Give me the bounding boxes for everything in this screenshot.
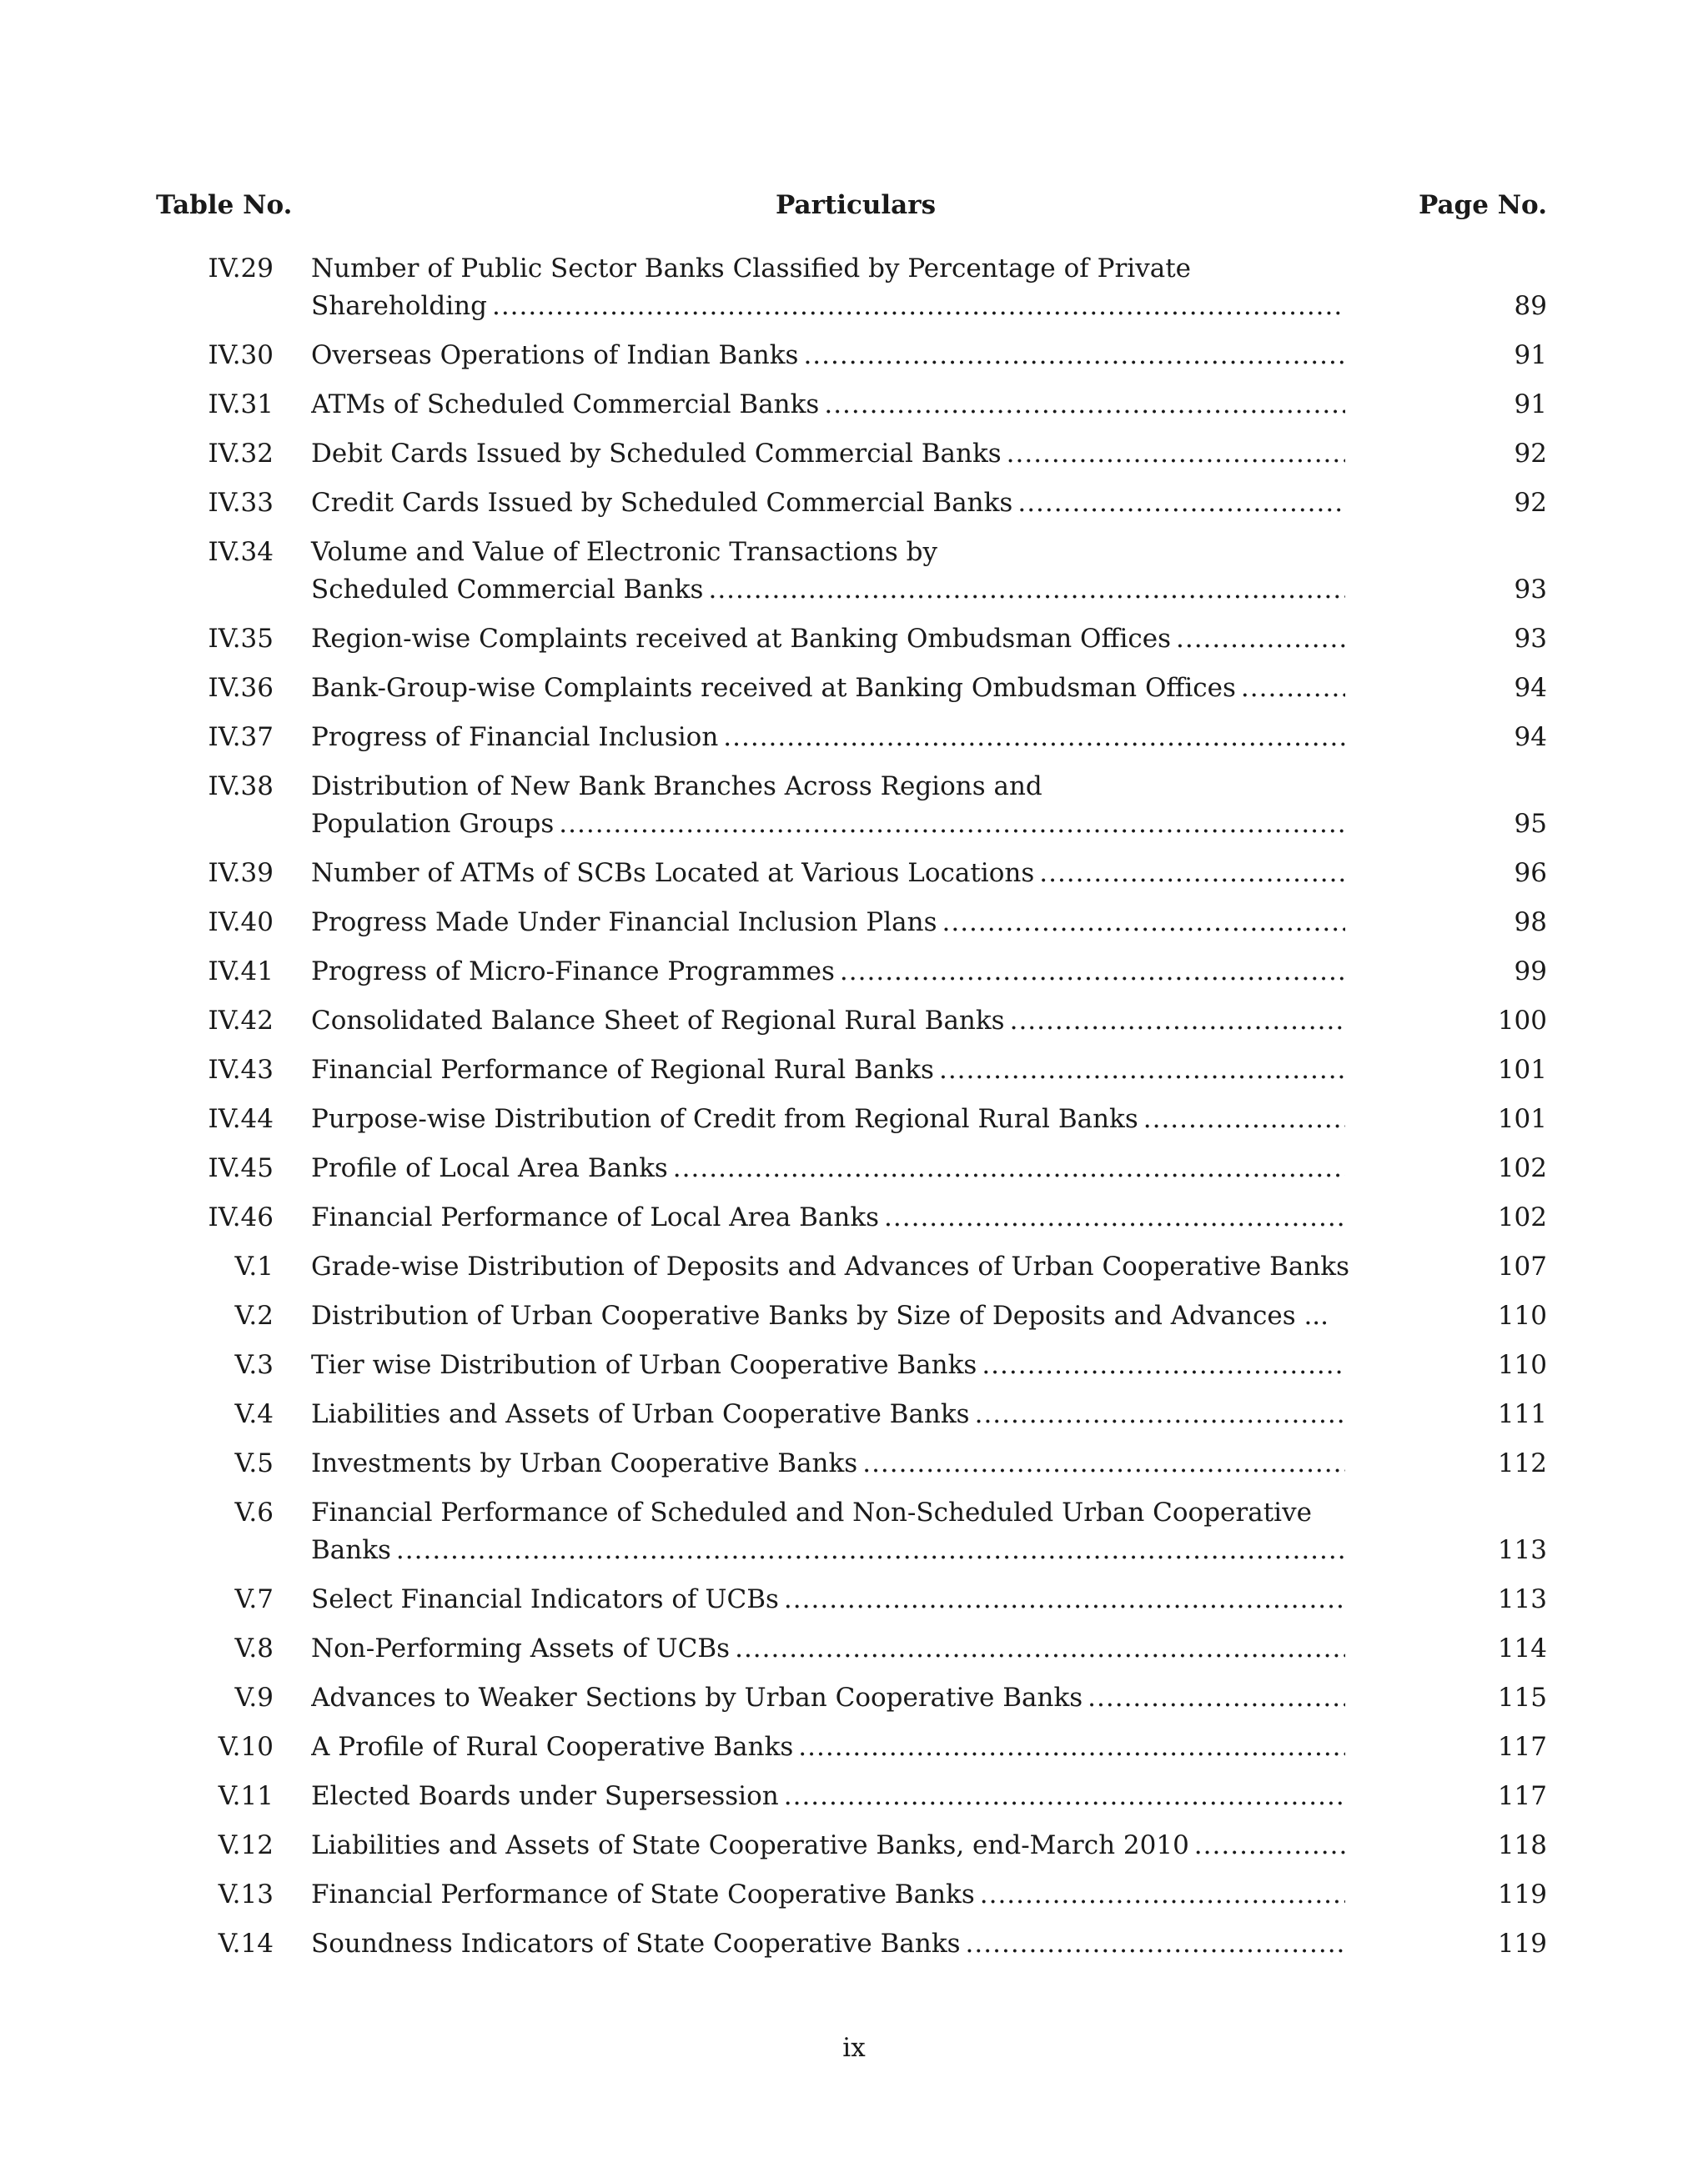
entry-leader-line: [311, 435, 1345, 473]
page-number-cell: 89: [1514, 291, 1547, 321]
table-number: IV.35: [208, 624, 274, 654]
entry-leader-line: [311, 1778, 1345, 1815]
entry-leader-line: [311, 1101, 1345, 1138]
entry-title-text: Shareholding: [311, 291, 487, 321]
dot-leader: [492, 288, 1345, 325]
dot-leader: [939, 1051, 1345, 1089]
entry-title-text: Progress of Financial Inclusion: [311, 722, 719, 752]
list-item: [0, 1150, 1708, 1199]
entry-title: [311, 1876, 1345, 1914]
table-number: IV.31: [208, 389, 274, 419]
page-number-cell: 101: [1497, 1055, 1547, 1085]
page-number: ix: [842, 2033, 866, 2063]
dot-leader: [396, 1532, 1345, 1569]
dot-leader: [1143, 1101, 1345, 1138]
entry-leader-line: [311, 1445, 1345, 1483]
entry-leader-line: [311, 386, 1345, 424]
table-number: IV.40: [208, 907, 274, 937]
entry-title: [311, 1101, 1345, 1138]
list-item: [0, 1248, 1708, 1297]
page-number-cell: 110: [1497, 1350, 1547, 1380]
table-number: V.8: [234, 1634, 274, 1664]
dot-leader: [862, 1445, 1345, 1483]
table-number: IV.44: [208, 1104, 274, 1134]
page-number-cell: 102: [1497, 1202, 1547, 1232]
entry-leader-line: [311, 1297, 1366, 1335]
page-number-cell: 98: [1514, 907, 1547, 937]
entry-title-text: Population Groups: [311, 809, 555, 839]
entry-title-text: A Profile of Rural Cooperative Banks: [311, 1732, 794, 1762]
table-number: IV.36: [208, 673, 274, 703]
dot-leader: [803, 337, 1345, 374]
entry-leader-line: [311, 904, 1345, 941]
dot-leader: [884, 1199, 1345, 1237]
dot-leader: [975, 1396, 1345, 1433]
page-number-cell: 91: [1514, 389, 1547, 419]
table-number: IV.33: [208, 488, 274, 518]
list-item: [0, 768, 1708, 855]
entry-title-text: Distribution of Urban Cooperative Banks by Size of Deposits and Advances ...: [311, 1301, 1329, 1331]
entry-title-text: Bank-Group-wise Complaints received at Banking Ombudsman Offices: [311, 673, 1236, 703]
entry-title: [311, 337, 1345, 374]
list-item: [0, 250, 1708, 337]
table-number: V.7: [234, 1584, 274, 1614]
page-number-cell: 107: [1497, 1252, 1547, 1282]
entry-title: [311, 534, 1345, 609]
entry-title: [311, 1581, 1345, 1618]
table-number: IV.32: [208, 439, 274, 469]
list-item: [0, 620, 1708, 670]
entry-leader-line: [311, 1827, 1345, 1864]
list-item: [0, 1778, 1708, 1827]
entry-title: [311, 1827, 1345, 1864]
dot-leader: [1088, 1679, 1345, 1717]
entry-title-line: Number of Public Sector Banks Classified by Percentage of Private: [311, 253, 1192, 284]
table-number: V.11: [218, 1781, 274, 1811]
entry-leader-line: [311, 484, 1345, 522]
dot-leader: [966, 1925, 1345, 1963]
entry-title-text: Number of ATMs of SCBs Located at Various Locations: [311, 858, 1035, 888]
page-number-cell: 119: [1497, 1929, 1547, 1959]
dot-leader: [708, 571, 1345, 609]
entry-title: [311, 1347, 1345, 1384]
dot-leader: [1007, 435, 1345, 473]
entry-title-text: Tier wise Distribution of Urban Cooperative Banks: [311, 1350, 977, 1380]
entry-title-text: Financial Performance of Local Area Banks: [311, 1202, 880, 1232]
dot-leader: [1010, 1002, 1345, 1040]
list-item: [0, 1876, 1708, 1925]
entry-title: [311, 1445, 1345, 1483]
list-item: [0, 1297, 1708, 1347]
entry-title-text: Grade-wise Distribution of Deposits and Advances of Urban Cooperative Banks: [311, 1252, 1349, 1282]
entry-title: [311, 1150, 1345, 1187]
table-number: IV.41: [208, 956, 274, 986]
entry-title: [311, 1778, 1345, 1815]
entry-title: [311, 386, 1345, 424]
dot-leader: [982, 1347, 1345, 1384]
table-number: IV.42: [208, 1006, 274, 1036]
page-number-cell: 91: [1514, 340, 1547, 370]
entry-leader-line: [311, 1051, 1345, 1089]
page-number-cell: 119: [1497, 1879, 1547, 1910]
page-number-cell: 113: [1497, 1584, 1547, 1614]
entry-leader-line: [311, 670, 1345, 707]
table-number: V.10: [218, 1732, 274, 1762]
page-number-cell: 94: [1514, 722, 1547, 752]
table-number: V.4: [234, 1399, 274, 1429]
list-item: [0, 1630, 1708, 1679]
entry-title-text: Soundness Indicators of State Cooperative Banks: [311, 1929, 961, 1959]
entry-title: [311, 1494, 1345, 1569]
entry-title: [311, 768, 1345, 843]
list-item: [0, 953, 1708, 1002]
entry-title-text: Financial Performance of State Cooperative Banks: [311, 1879, 975, 1910]
entry-leader-line: [311, 288, 1345, 325]
entry-title-text: Overseas Operations of Indian Banks: [311, 340, 799, 370]
entry-title-text: Banks: [311, 1535, 391, 1565]
page-number-cell: 100: [1497, 1006, 1547, 1036]
entry-title: [311, 435, 1345, 473]
entry-leader-line: [311, 1150, 1345, 1187]
entry-leader-line: [311, 1347, 1345, 1384]
entry-title-text: Consolidated Balance Sheet of Regional Rural Banks: [311, 1006, 1005, 1036]
table-number: V.2: [234, 1301, 274, 1331]
entry-title-text: Investments by Urban Cooperative Banks: [311, 1448, 858, 1478]
entry-title-text: Liabilities and Assets of Urban Cooperative Banks: [311, 1399, 970, 1429]
entry-leader-line: [311, 805, 1345, 843]
page-number-cell: 96: [1514, 858, 1547, 888]
header-particulars: Particulars: [776, 190, 937, 220]
entry-title-text: Progress Made Under Financial Inclusion Plans: [311, 907, 937, 937]
list-item: [0, 855, 1708, 904]
table-number: V.14: [218, 1929, 274, 1959]
page-number-cell: 110: [1497, 1301, 1547, 1331]
list-item: [0, 1925, 1708, 1975]
list-item: [0, 435, 1708, 484]
entry-title-text: Progress of Micro-Finance Programmes: [311, 956, 835, 986]
entry-title-text: Financial Performance of Regional Rural Banks: [311, 1055, 934, 1085]
entry-title: [311, 719, 1345, 756]
dot-leader: [1039, 855, 1345, 892]
page-number-cell: 99: [1514, 956, 1547, 986]
list-item: [0, 719, 1708, 768]
list-item: [0, 1002, 1708, 1051]
entry-title: [311, 1729, 1345, 1766]
list-item: [0, 386, 1708, 435]
dot-leader: [559, 805, 1345, 843]
entry-title-text: Region-wise Complaints received at Banking Ombudsman Offices: [311, 624, 1171, 654]
list-item: [0, 1827, 1708, 1876]
entry-leader-line: [311, 1532, 1345, 1569]
entry-title: [311, 904, 1345, 941]
dot-leader: [798, 1729, 1345, 1766]
list-item: [0, 1581, 1708, 1630]
entry-leader-line: [311, 855, 1345, 892]
table-number: IV.38: [208, 771, 274, 801]
entry-title: [311, 620, 1345, 658]
entry-leader-line: [311, 337, 1345, 374]
entry-leader-line: [311, 1002, 1345, 1040]
dot-leader: [840, 953, 1345, 991]
list-item: [0, 1051, 1708, 1101]
page-number-cell: 112: [1497, 1448, 1547, 1478]
table-number: V.3: [234, 1350, 274, 1380]
entry-leader-line: [311, 1729, 1345, 1766]
page-number-cell: 93: [1514, 575, 1547, 605]
list-item: [0, 1679, 1708, 1729]
entry-title-line: Volume and Value of Electronic Transactions by: [311, 537, 938, 567]
table-number: V.1: [234, 1252, 274, 1282]
list-item: [0, 1494, 1708, 1581]
dot-leader: [1194, 1827, 1345, 1864]
header-table-no: Table No.: [156, 190, 293, 220]
entry-leader-line: [311, 571, 1345, 609]
table-number: V.5: [234, 1448, 274, 1478]
entry-title: [311, 1002, 1345, 1040]
dot-leader: [942, 904, 1346, 941]
table-number: V.6: [234, 1498, 274, 1528]
entry-leader-line: [311, 1925, 1345, 1963]
table-number: IV.39: [208, 858, 274, 888]
table-number: IV.37: [208, 722, 274, 752]
header-page-no: Page No.: [1418, 190, 1547, 220]
list-item: [0, 1729, 1708, 1778]
list-item: [0, 534, 1708, 620]
page-number-cell: 115: [1497, 1683, 1547, 1713]
dot-leader: [784, 1778, 1345, 1815]
entry-title: [311, 484, 1345, 522]
list-item: [0, 1396, 1708, 1445]
page-number-cell: 118: [1497, 1830, 1547, 1860]
page-number-cell: 102: [1497, 1153, 1547, 1183]
entry-title-text: Credit Cards Issued by Scheduled Commercial Banks: [311, 488, 1013, 518]
entry-title: [311, 855, 1345, 892]
entry-title-text: Select Financial Indicators of UCBs: [311, 1584, 779, 1614]
entry-title-text: Elected Boards under Supersession: [311, 1781, 779, 1811]
table-number: IV.34: [208, 537, 274, 567]
dot-leader: [784, 1581, 1345, 1618]
dot-leader: [1241, 670, 1345, 707]
page-number-cell: 117: [1497, 1781, 1547, 1811]
dot-leader: [824, 386, 1345, 424]
list-item: [0, 1445, 1708, 1494]
dot-leader: [1176, 620, 1345, 658]
table-number: IV.30: [208, 340, 274, 370]
page-number-cell: 111: [1497, 1399, 1547, 1429]
entry-title: [311, 1630, 1345, 1668]
list-item: [0, 904, 1708, 953]
entry-title-text: Non-Performing Assets of UCBs: [311, 1634, 731, 1664]
entry-title: [311, 1297, 1345, 1335]
entry-title: [311, 1396, 1345, 1433]
page-number-cell: 93: [1514, 624, 1547, 654]
entry-title: [311, 1925, 1345, 1963]
entry-leader-line: [311, 953, 1345, 991]
table-number: IV.45: [208, 1153, 274, 1183]
entry-title-text: Debit Cards Issued by Scheduled Commercial Banks: [311, 439, 1002, 469]
table-number: IV.43: [208, 1055, 274, 1085]
entry-leader-line: [311, 719, 1345, 756]
list-item: [0, 484, 1708, 534]
list-item: [0, 1199, 1708, 1248]
page-number-cell: 117: [1497, 1732, 1547, 1762]
table-number: V.12: [218, 1830, 274, 1860]
entry-leader-line: [311, 1679, 1345, 1717]
entry-title-text: ATMs of Scheduled Commercial Banks: [311, 389, 820, 419]
table-number: IV.29: [208, 253, 274, 284]
page-number-cell: 94: [1514, 673, 1547, 703]
table-number: V.13: [218, 1879, 274, 1910]
entry-leader-line: [311, 1248, 1366, 1286]
entry-title: [311, 250, 1345, 325]
dot-leader: [723, 719, 1345, 756]
entry-title-text: Scheduled Commercial Banks: [311, 575, 704, 605]
page-number-cell: 92: [1514, 439, 1547, 469]
entry-title: [311, 1199, 1345, 1237]
page-number-cell: 92: [1514, 488, 1547, 518]
table-of-contents-list: [0, 250, 1708, 1975]
dot-leader: [980, 1876, 1345, 1914]
entry-title-line: Distribution of New Bank Branches Across Regions and: [311, 771, 1042, 801]
list-item: [0, 337, 1708, 386]
dot-leader: [673, 1150, 1345, 1187]
page-number-cell: 113: [1497, 1535, 1547, 1565]
page-number-cell: 95: [1514, 809, 1547, 839]
entry-leader-line: [311, 1876, 1345, 1914]
entry-title-text: Profile of Local Area Banks: [311, 1153, 668, 1183]
entry-title-text: Advances to Weaker Sections by Urban Cooperative Banks: [311, 1683, 1083, 1713]
entry-title: [311, 1248, 1349, 1286]
page-number-cell: 101: [1497, 1104, 1547, 1134]
entry-title: [311, 670, 1345, 707]
entry-title: [311, 1051, 1345, 1089]
entry-leader-line: [311, 1630, 1345, 1668]
entry-leader-line: [311, 1396, 1345, 1433]
list-item: [0, 670, 1708, 719]
entry-title-text: Purpose-wise Distribution of Credit from Regional Rural Banks: [311, 1104, 1138, 1134]
entry-title: [311, 1679, 1345, 1717]
entry-title-text: Liabilities and Assets of State Cooperative Banks, end-March 2010: [311, 1830, 1189, 1860]
table-header: [0, 190, 1708, 230]
dot-leader: [735, 1630, 1345, 1668]
entry-title: [311, 953, 1345, 991]
entry-leader-line: [311, 1581, 1345, 1618]
page-number-cell: 114: [1497, 1634, 1547, 1664]
table-number: V.9: [234, 1683, 274, 1713]
list-item: [0, 1347, 1708, 1396]
table-number: IV.46: [208, 1202, 274, 1232]
entry-leader-line: [311, 620, 1345, 658]
entry-title-line: Financial Performance of Scheduled and Non-Scheduled Urban Cooperative: [311, 1498, 1312, 1528]
entry-leader-line: [311, 1199, 1345, 1237]
list-item: [0, 1101, 1708, 1150]
dot-leader: [1017, 484, 1345, 522]
